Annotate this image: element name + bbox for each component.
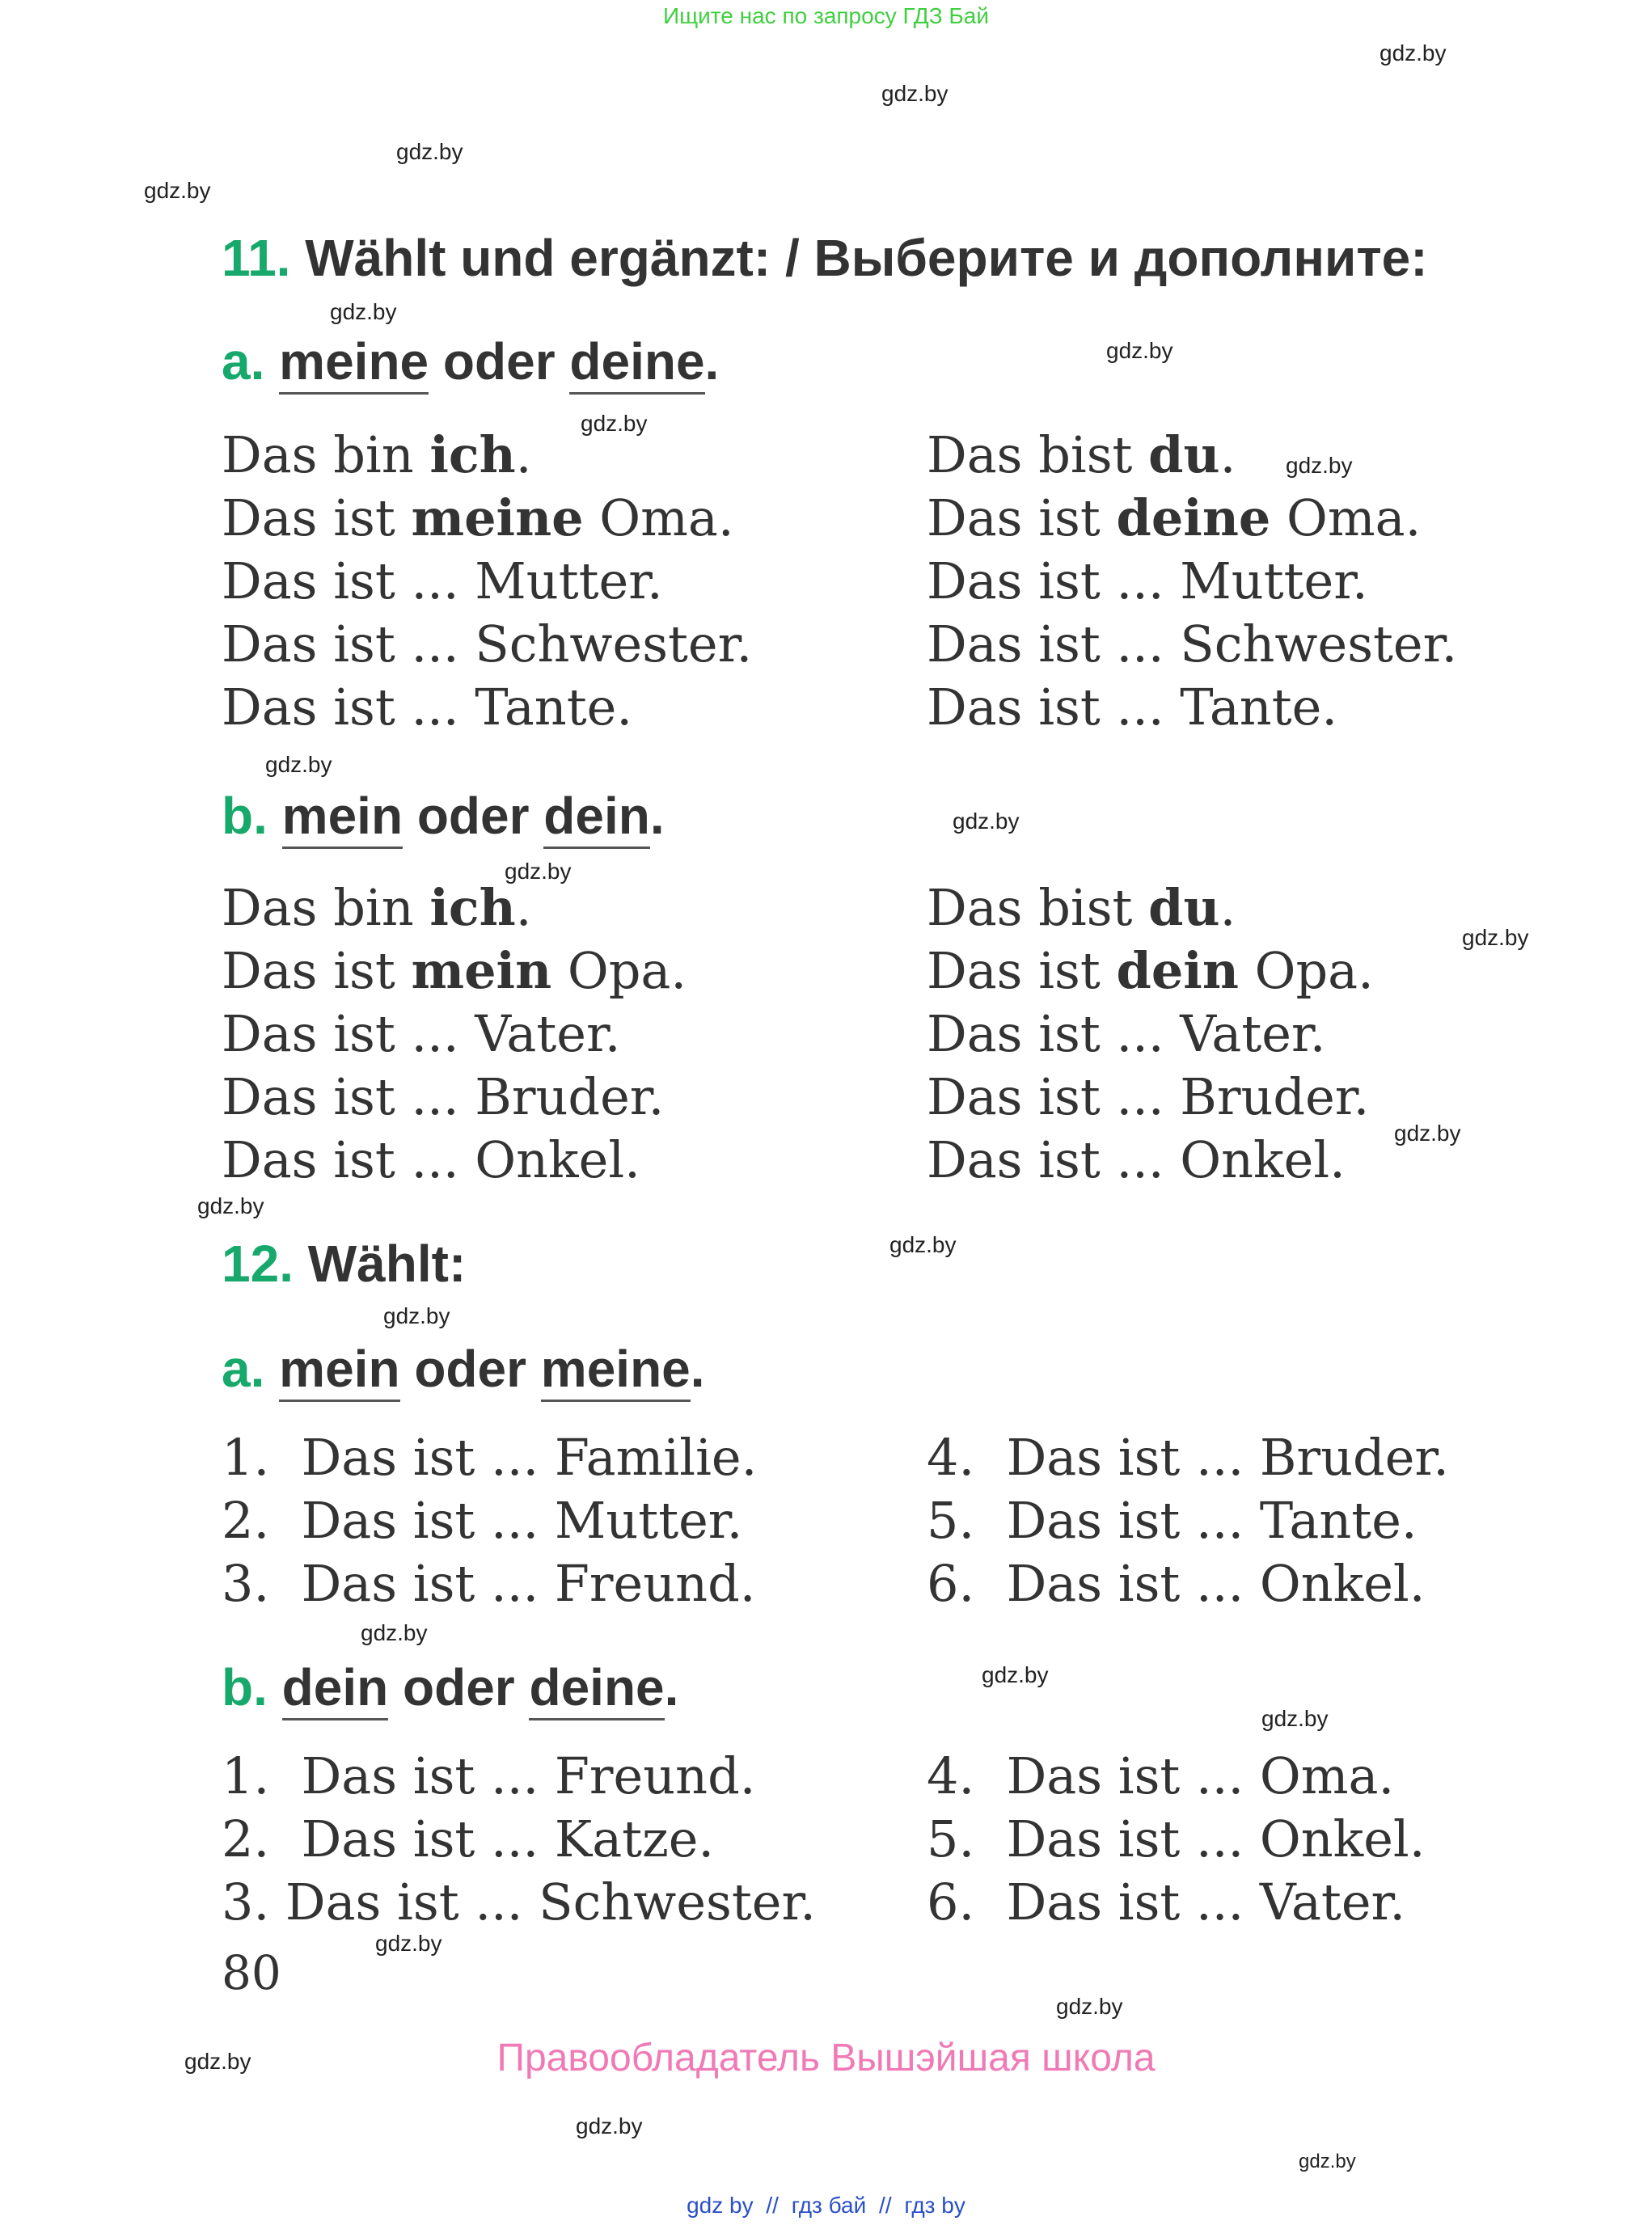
option-connector: oder — [416, 787, 530, 845]
watermark: gdz.by — [375, 1931, 442, 1956]
exercise-12a-heading — [222, 1339, 705, 1402]
sentence-line: Das ist ... Schwester. — [927, 614, 1458, 673]
numbered-sentence: 2. Das ist ... Katze. — [222, 1809, 715, 1868]
numbered-sentence: 4. Das ist ... Bruder. — [927, 1428, 1449, 1487]
sentence-line: Das ist ... Bruder. — [222, 1067, 665, 1126]
exercise-title: Wählt: — [307, 1235, 467, 1293]
exercise-11a-heading — [222, 331, 719, 395]
exercise-number: 11. — [222, 229, 291, 287]
punctuation: . — [649, 787, 665, 845]
watermark: gdz.by — [982, 1662, 1049, 1687]
punctuation: . — [690, 1340, 705, 1398]
watermark: gdz.by — [197, 1193, 264, 1218]
part-letter: a. — [222, 1340, 265, 1398]
numbered-sentence: 2. Das ist ... Mutter. — [222, 1491, 743, 1550]
option-word: deine — [529, 1661, 664, 1720]
option-word: deine — [569, 335, 704, 395]
watermark: gdz.by — [1286, 453, 1353, 478]
exercise-number: 12. — [222, 1235, 294, 1293]
watermark: gdz.by — [1261, 1706, 1329, 1731]
sentence-line: Das ist ... Tante. — [222, 678, 633, 737]
numbered-sentence: 1. Das ist ... Freund. — [222, 1746, 756, 1805]
watermark: gdz.by — [1379, 40, 1447, 65]
sentence-line: Das bin ich. — [222, 425, 532, 484]
watermark: gdz.by — [889, 1232, 957, 1257]
copyright-notice: Правообладатель Вышэйшая школа — [496, 2037, 1156, 2079]
exercise-11b-heading — [222, 786, 665, 849]
footer-links — [0, 2193, 1652, 2219]
option-word: dein — [282, 1661, 389, 1720]
numbered-sentence: 6. Das ist ... Onkel. — [927, 1554, 1426, 1613]
sentence-line: Das ist mein Opa. — [222, 941, 687, 1000]
watermark: gdz.by — [1462, 925, 1529, 950]
part-letter: a. — [222, 332, 265, 391]
punctuation: . — [704, 332, 720, 391]
option-connector: oder — [442, 332, 556, 391]
page-number: 80 — [222, 1945, 281, 2000]
option-word: mein — [279, 1342, 399, 1402]
sentence-line: Das ist deine Oma. — [927, 488, 1422, 547]
watermark: gdz.by — [1394, 1121, 1461, 1146]
watermark: gdz.by — [953, 809, 1020, 834]
exercise-12b-heading — [222, 1657, 678, 1720]
exercise-11-heading — [222, 228, 1428, 288]
watermark: gdz.by — [144, 178, 211, 203]
option-word: meine — [541, 1342, 691, 1402]
watermark: gdz.by — [265, 752, 332, 777]
numbered-sentence: 6. Das ist ... Vater. — [927, 1872, 1406, 1932]
sentence-line: Das bist du. — [927, 425, 1236, 484]
footer-link[interactable]: гдз бай — [791, 2193, 867, 2218]
exercise-title: Wählt und ergänzt: / Выберите и дополните: — [305, 229, 1428, 287]
sentence-line: Das ist ... Tante. — [927, 678, 1338, 737]
sentence-line: Das ist ... Vater. — [927, 1004, 1326, 1063]
sentence-line: Das ist ... Mutter. — [927, 551, 1368, 610]
option-connector: oder — [403, 1658, 515, 1716]
numbered-sentence: 3. Das ist ... Schwester. — [222, 1872, 817, 1932]
numbered-sentence: 5. Das ist ... Tante. — [927, 1491, 1418, 1550]
watermark: gdz.by — [505, 859, 572, 884]
watermark: gdz.by — [1056, 1994, 1123, 2019]
footer-separator: // — [766, 2193, 779, 2218]
watermark: gdz.by — [383, 1303, 450, 1328]
sentence-line: Das ist ... Mutter. — [222, 551, 663, 610]
watermark: gdz.by — [396, 139, 463, 164]
watermark: gdz.by — [581, 411, 648, 436]
option-word: dein — [543, 789, 650, 849]
sentence-line: Das bist du. — [927, 878, 1236, 937]
sentence-line: Das ist ... Onkel. — [927, 1130, 1346, 1189]
sentence-line: Das bin ich. — [222, 878, 532, 937]
watermark: gdz.by — [881, 81, 949, 106]
numbered-sentence: 3. Das ist ... Freund. — [222, 1554, 756, 1613]
watermark: gdz.by — [1299, 2151, 1356, 2172]
numbered-sentence: 5. Das ist ... Onkel. — [927, 1809, 1426, 1868]
search-banner: Ищите нас по запросу ГДЗ Бай — [662, 3, 990, 28]
sentence-line: Das ist meine Oma. — [222, 488, 734, 547]
footer-separator: // — [879, 2193, 892, 2218]
sentence-line: Das ist dein Opa. — [927, 941, 1374, 1000]
watermark: gdz.by — [1106, 338, 1173, 363]
sentence-line: Das ist ... Onkel. — [222, 1130, 640, 1189]
sentence-line: Das ist ... Vater. — [222, 1004, 621, 1063]
watermark: gdz.by — [330, 299, 397, 324]
numbered-sentence: 4. Das ist ... Oma. — [927, 1746, 1395, 1805]
footer-link[interactable]: гдз by — [904, 2193, 965, 2218]
watermark: gdz.by — [576, 2113, 643, 2138]
option-connector: oder — [414, 1340, 526, 1398]
numbered-sentence: 1. Das ist ... Familie. — [222, 1428, 758, 1487]
option-word: meine — [279, 335, 429, 395]
watermark: gdz.by — [361, 1620, 428, 1645]
option-word: mein — [282, 789, 403, 849]
part-letter: b. — [222, 1658, 268, 1716]
sentence-line: Das ist ... Schwester. — [222, 614, 753, 673]
part-letter: b. — [222, 787, 268, 845]
punctuation: . — [664, 1658, 679, 1716]
sentence-line: Das ist ... Bruder. — [927, 1067, 1370, 1126]
watermark: gdz.by — [184, 2049, 251, 2074]
footer-link[interactable]: gdz by — [687, 2193, 754, 2218]
exercise-12-heading — [222, 1234, 466, 1294]
